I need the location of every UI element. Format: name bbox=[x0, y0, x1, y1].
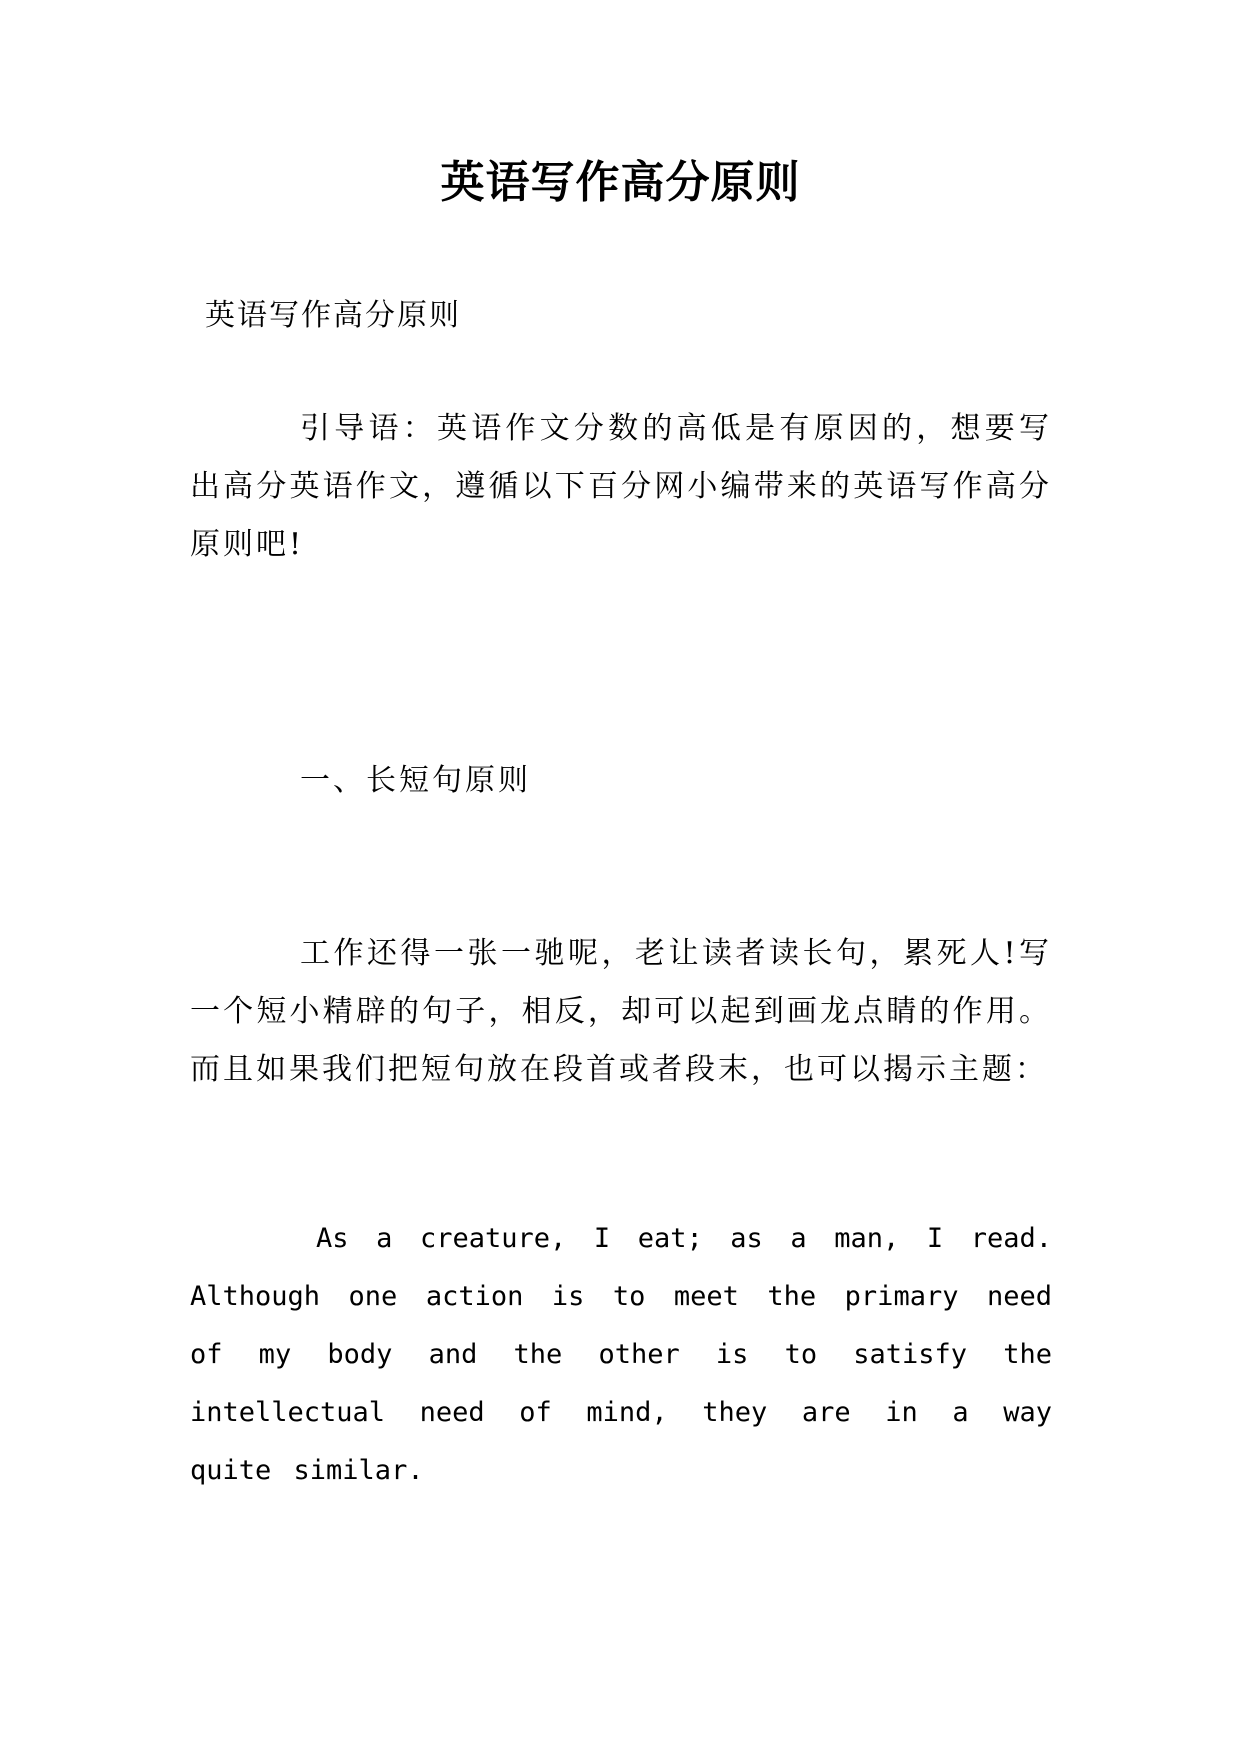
document-title: 英语写作高分原则 bbox=[440, 157, 801, 208]
section-paragraph: 工作还得一张一驰呢，老让读者读长句，累死人!写一个短小精辟的句子，相反，却可以起到画龙点睛的作用。而且如果我们把短句放在段首或者段末，也可以揭示主题： bbox=[190, 936, 1052, 1087]
english-example-paragraph: As a creature, I eat; as a man, I read. Although one action is to meet the primary need of my body and the other is to satisfy the intellectual need of mind, they are in a way quite similar. bbox=[190, 1223, 1052, 1486]
document-subtitle: 英语写作高分原则 bbox=[205, 298, 461, 333]
intro-paragraph: 引导语：英语作文分数的高低是有原因的，想要写出高分英语作文，遵循以下百分网小编带来的英语写作高分原则吧! bbox=[190, 411, 1052, 562]
section-heading: 一、长短句原则 bbox=[300, 763, 531, 798]
